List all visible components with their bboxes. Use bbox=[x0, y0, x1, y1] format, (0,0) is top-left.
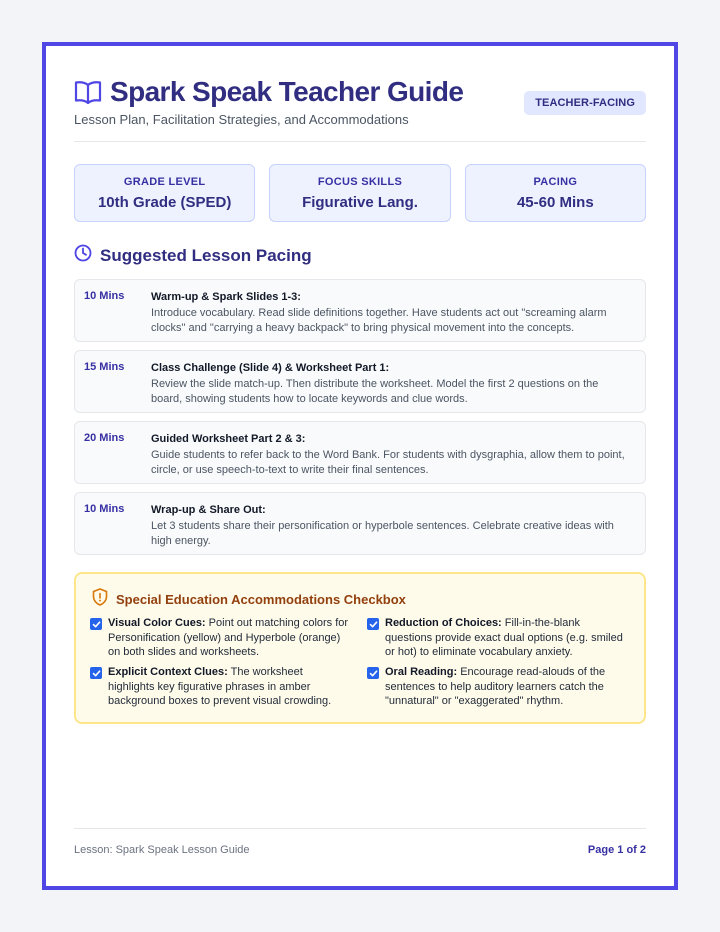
page-header bbox=[74, 74, 646, 142]
pacing-row bbox=[74, 421, 646, 484]
pacing-time: 10 Mins bbox=[84, 290, 125, 302]
accommodation-label: Explicit Context Clues: bbox=[108, 666, 228, 678]
accommodation-label: Oral Reading: bbox=[385, 666, 458, 678]
pacing-row bbox=[74, 492, 646, 555]
accommodation-item bbox=[90, 665, 352, 709]
accommodation-desc: Encourage read-alouds of the sentences to help auditory learners catch the "unnatural" or "exaggerated" rhythm. bbox=[385, 666, 606, 707]
pacing-time: 10 Mins bbox=[84, 503, 125, 515]
stat-value: 45-60 Mins bbox=[516, 194, 594, 211]
page-subtitle: Lesson Plan, Facilitation Strategies, and Accommodations bbox=[74, 112, 409, 127]
stat-card-focus bbox=[269, 164, 450, 222]
pacing-body bbox=[151, 432, 631, 477]
page-title: Spark Speak Teacher Guide bbox=[110, 76, 464, 107]
stat-value: Figurative Lang. bbox=[302, 194, 418, 211]
pacing-body bbox=[151, 503, 631, 548]
accommodations-title: Special Education Accommodations Checkbox bbox=[116, 592, 406, 607]
pacing-step-title: Class Challenge (Slide 4) & Worksheet Part 1: bbox=[151, 362, 390, 374]
accommodation-desc: Fill-in-the-blank questions provide exact dual options (e.g. smiled or hot) to eliminate vocabulary anxiety. bbox=[385, 617, 623, 658]
stat-label: PACING bbox=[533, 176, 578, 188]
pacing-step-desc: Guide students to refer back to the Word Bank. For students with dysgraphia, allow them to point, circle, or use speech-to-text to write their final sentences. bbox=[151, 449, 625, 476]
accommodation-desc: The worksheet highlights key figurative phrases in amber background boxes to prevent visual crowding. bbox=[108, 666, 332, 707]
accommodation-item bbox=[90, 616, 352, 660]
section-title: Suggested Lesson Pacing bbox=[100, 245, 312, 265]
shield-alert-icon bbox=[92, 588, 108, 611]
stat-label: FOCUS SKILLS bbox=[317, 176, 403, 188]
stat-card-pacing bbox=[465, 164, 646, 222]
page-content bbox=[74, 74, 646, 856]
pacing-step-desc: Introduce vocabulary. Read slide definitions together. Have students act out "screaming alarm clocks" and "carrying a heavy backpack" to bring physical movement into the concepts. bbox=[151, 307, 607, 334]
pacing-step-desc: Let 3 students share their personification or hyperbole sentences. Celebrate creative ideas with high energy. bbox=[151, 520, 614, 547]
pacing-step-title: Guided Worksheet Part 2 & 3: bbox=[151, 433, 306, 445]
pacing-time: 15 Mins bbox=[84, 361, 125, 373]
audience-badge: TEACHER-FACING bbox=[524, 91, 646, 115]
accommodation-text bbox=[108, 665, 352, 709]
accommodation-item bbox=[367, 665, 629, 709]
footer-lesson-name: Lesson: Spark Speak Lesson Guide bbox=[74, 844, 250, 856]
page-footer bbox=[74, 828, 646, 868]
accommodation-desc: Point out matching colors for Personification (yellow) and Hyperbole (orange) on both slides and worksheets. bbox=[108, 617, 349, 658]
checkbox[interactable] bbox=[367, 618, 379, 630]
guide-page bbox=[42, 42, 678, 890]
checkmark-icon bbox=[92, 620, 101, 629]
title-row bbox=[74, 74, 463, 110]
pacing-body bbox=[151, 290, 631, 335]
checkbox[interactable] bbox=[367, 667, 379, 679]
accommodation-item bbox=[367, 616, 629, 660]
checkbox[interactable] bbox=[90, 667, 102, 679]
pacing-row bbox=[74, 350, 646, 413]
pacing-step-desc: Review the slide match-up. Then distribute the worksheet. Model the first 2 questions on the board, showing students how to locate keywords and clue words. bbox=[151, 378, 599, 405]
pacing-row bbox=[74, 279, 646, 342]
page-number: Page 1 of 2 bbox=[587, 844, 646, 856]
book-open-icon bbox=[74, 80, 102, 104]
checkmark-icon bbox=[369, 620, 378, 629]
accommodation-text bbox=[385, 665, 629, 709]
pacing-time: 20 Mins bbox=[84, 432, 125, 444]
accommodation-label: Visual Color Cues: bbox=[108, 617, 206, 629]
pacing-list bbox=[74, 279, 646, 563]
accommodation-label: Reduction of Choices: bbox=[385, 617, 502, 629]
stat-value: 10th Grade (SPED) bbox=[97, 194, 232, 211]
clock-icon bbox=[74, 244, 92, 267]
checkmark-icon bbox=[369, 669, 378, 678]
stat-cards bbox=[74, 164, 646, 222]
pacing-heading bbox=[74, 244, 312, 267]
pacing-body bbox=[151, 361, 631, 406]
checkmark-icon bbox=[92, 669, 101, 678]
accommodation-text bbox=[385, 616, 629, 660]
accommodation-text bbox=[108, 616, 352, 660]
accommodations-box bbox=[74, 572, 646, 724]
stat-label: GRADE LEVEL bbox=[123, 176, 206, 188]
checkbox[interactable] bbox=[90, 618, 102, 630]
pacing-step-title: Wrap-up & Share Out: bbox=[151, 504, 266, 516]
stat-card-grade bbox=[74, 164, 255, 222]
accommodations-heading bbox=[92, 588, 406, 611]
pacing-step-title: Warm-up & Spark Slides 1-3: bbox=[151, 291, 301, 303]
